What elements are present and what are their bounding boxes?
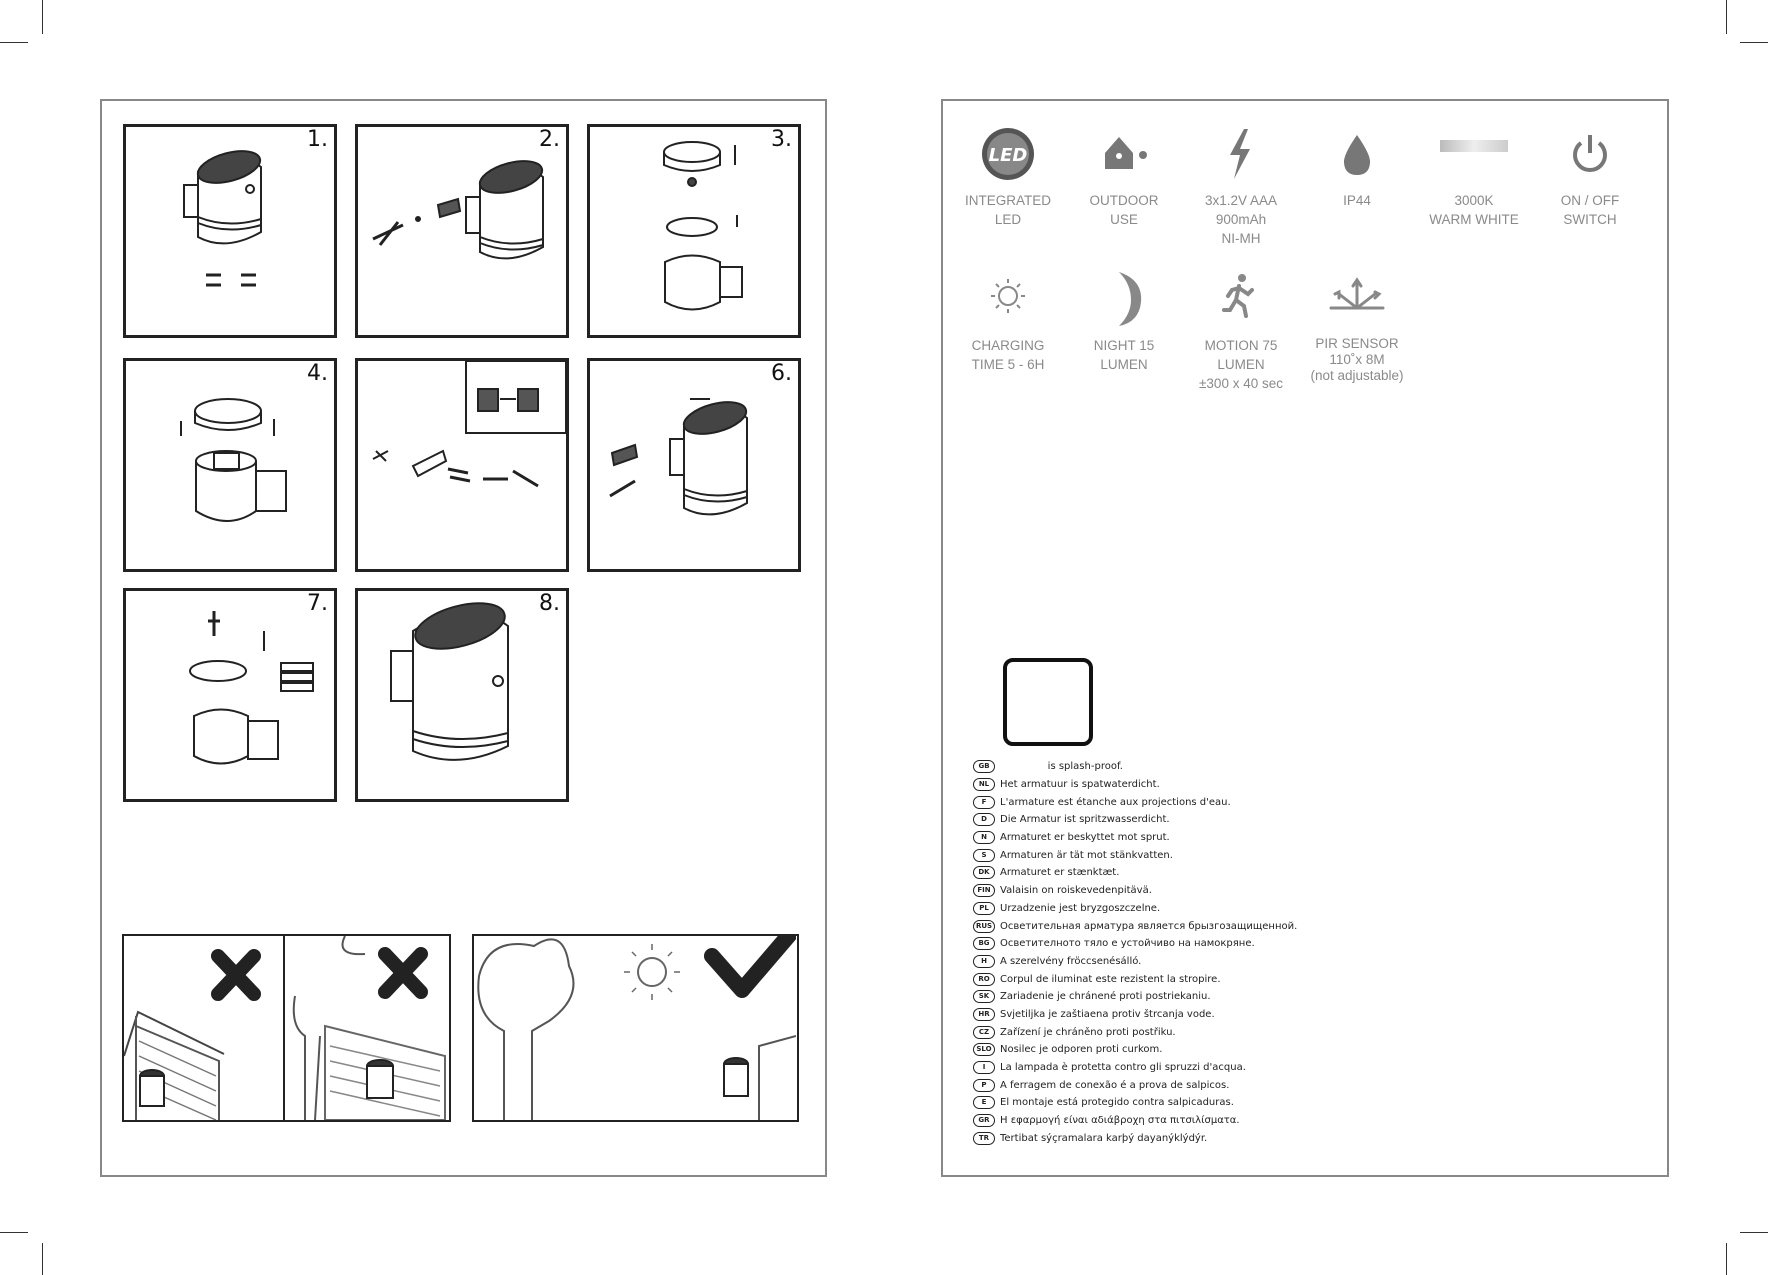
list-item: TR Tertibat sýçramalara karþý dayanýklýdýr. <box>973 1129 1493 1147</box>
sun-icon <box>979 270 1037 328</box>
crop-mark <box>1740 1232 1768 1233</box>
step-number: 8. <box>539 591 560 616</box>
power-icon <box>1561 125 1619 183</box>
step-3 <box>587 124 801 338</box>
outdoor-house-icon <box>1095 125 1153 183</box>
placement-wrong-covered <box>122 934 286 1122</box>
feature-night: NIGHT 15 LUMEN <box>1064 270 1184 374</box>
mounted-lamp-drawing <box>358 591 566 799</box>
step-7 <box>123 588 337 802</box>
list-item: N Armaturet er beskyttet mot sprut. <box>973 829 1493 847</box>
step-4 <box>123 358 337 572</box>
step-number: 1. <box>307 127 328 152</box>
step-5 <box>355 358 569 572</box>
water-drop-icon <box>1328 125 1386 183</box>
crop-mark <box>1740 42 1768 43</box>
step-number: 6. <box>771 361 792 386</box>
wall-bracket-mounting-drawing <box>358 127 566 335</box>
feature-battery: 3x1.2V AAA 900mAh NI-MH <box>1181 125 1301 248</box>
list-item: BG Осветителното тяло е устойчиво на намокряне. <box>973 935 1493 953</box>
list-item: F L'armature est étanche aux projections d'eau. <box>973 793 1493 811</box>
bracket-screws-drawing <box>358 361 566 569</box>
svg-text:LED: LED <box>988 145 1028 166</box>
moon-icon <box>1095 270 1153 328</box>
step-number: 4. <box>307 361 328 386</box>
warm-white-bar-icon <box>1434 125 1514 183</box>
crop-mark <box>1726 1243 1727 1275</box>
splash-proof-symbol <box>1003 658 1093 746</box>
step-2 <box>355 124 569 338</box>
list-item: SLO Nosilec je odporen proti curkom. <box>973 1041 1493 1059</box>
battery-compartment-drawing <box>126 361 334 569</box>
open-cover-drawing <box>590 127 798 335</box>
wrong-placement-drawing <box>124 936 284 1120</box>
crop-mark <box>0 1232 28 1233</box>
placement-correct-sunny <box>472 934 799 1122</box>
list-item: HR Svjetiljka je zaštiaena protiv štrcanja vode. <box>973 1006 1493 1024</box>
list-item: GR Η εφαρμογή είναι αδιάβροχη στα πιτσιλίσματα. <box>973 1112 1493 1130</box>
insert-batteries-drawing <box>126 591 334 799</box>
crop-mark <box>1726 0 1727 34</box>
crop-mark <box>42 0 43 34</box>
feature-warm-white: 3000K WARM WHITE <box>1414 125 1534 229</box>
feature-integrated-led: LED INTEGRATED LED <box>948 125 1068 229</box>
lamp-with-screws-drawing <box>126 127 334 335</box>
list-item: RO Corpul de iluminat este rezistent la stropire. <box>973 970 1493 988</box>
list-item: P A ferragem de conexão é a prova de salpicos. <box>973 1076 1493 1094</box>
crop-mark <box>0 42 28 43</box>
feature-pir-sensor: PIR SENSOR 110˚x 8M (not adjustable) <box>1297 270 1417 384</box>
running-man-icon <box>1212 270 1270 328</box>
step-number: 7. <box>307 591 328 616</box>
placement-wrong-shaded <box>283 934 451 1122</box>
list-item: S Armaturen är tät mot stänkvatten. <box>973 846 1493 864</box>
list-item: D Die Armatur ist spritzwasserdicht. <box>973 811 1493 829</box>
lightning-bolt-icon <box>1212 125 1270 183</box>
correct-placement-drawing <box>474 936 796 1120</box>
feature-outdoor-use: OUTDOOR USE <box>1064 125 1184 229</box>
list-item: RUS Осветительная арматура является брызгозащищенной. <box>973 917 1493 935</box>
crop-mark <box>42 1243 43 1275</box>
list-item: PL Urzadzenie jest bryzgoszczelne. <box>973 900 1493 918</box>
list-item: NL Het armatuur is spatwaterdicht. <box>973 776 1493 794</box>
list-item: DK Armaturet er stænktæt. <box>973 864 1493 882</box>
list-item: E El montaje está protegido contra salpicaduras. <box>973 1094 1493 1112</box>
attach-lamp-drawing <box>590 361 798 569</box>
step-8 <box>355 588 569 802</box>
list-item: SK Zariadenie je chránené proti postriekaniu. <box>973 988 1493 1006</box>
feature-switch: ON / OFF SWITCH <box>1530 125 1650 229</box>
list-item: I La lampada è protetta contro gli spruzzi d'acqua. <box>973 1059 1493 1077</box>
list-item: FIN Valaisin on roiskevedenpitävä. <box>973 882 1493 900</box>
language-list <box>973 758 1493 1147</box>
step-1 <box>123 124 337 338</box>
wrong-placement-tree-drawing <box>285 936 449 1120</box>
feature-motion: MOTION 75 LUMEN ±300 x 40 sec <box>1181 270 1301 393</box>
list-item: GB is splash-proof. <box>973 758 1493 776</box>
led-icon <box>979 125 1037 183</box>
list-item: H A szerelvény fröccsenésálló. <box>973 953 1493 971</box>
step-6 <box>587 358 801 572</box>
feature-charging: CHARGING TIME 5 - 6H <box>948 270 1068 374</box>
step-number: 3. <box>771 127 792 152</box>
feature-ip44: IP44 <box>1297 125 1417 210</box>
step-number: 2. <box>539 127 560 152</box>
pir-sensor-icon <box>1325 270 1389 328</box>
list-item: CZ Zařízení je chráněno proti postřiku. <box>973 1023 1493 1041</box>
